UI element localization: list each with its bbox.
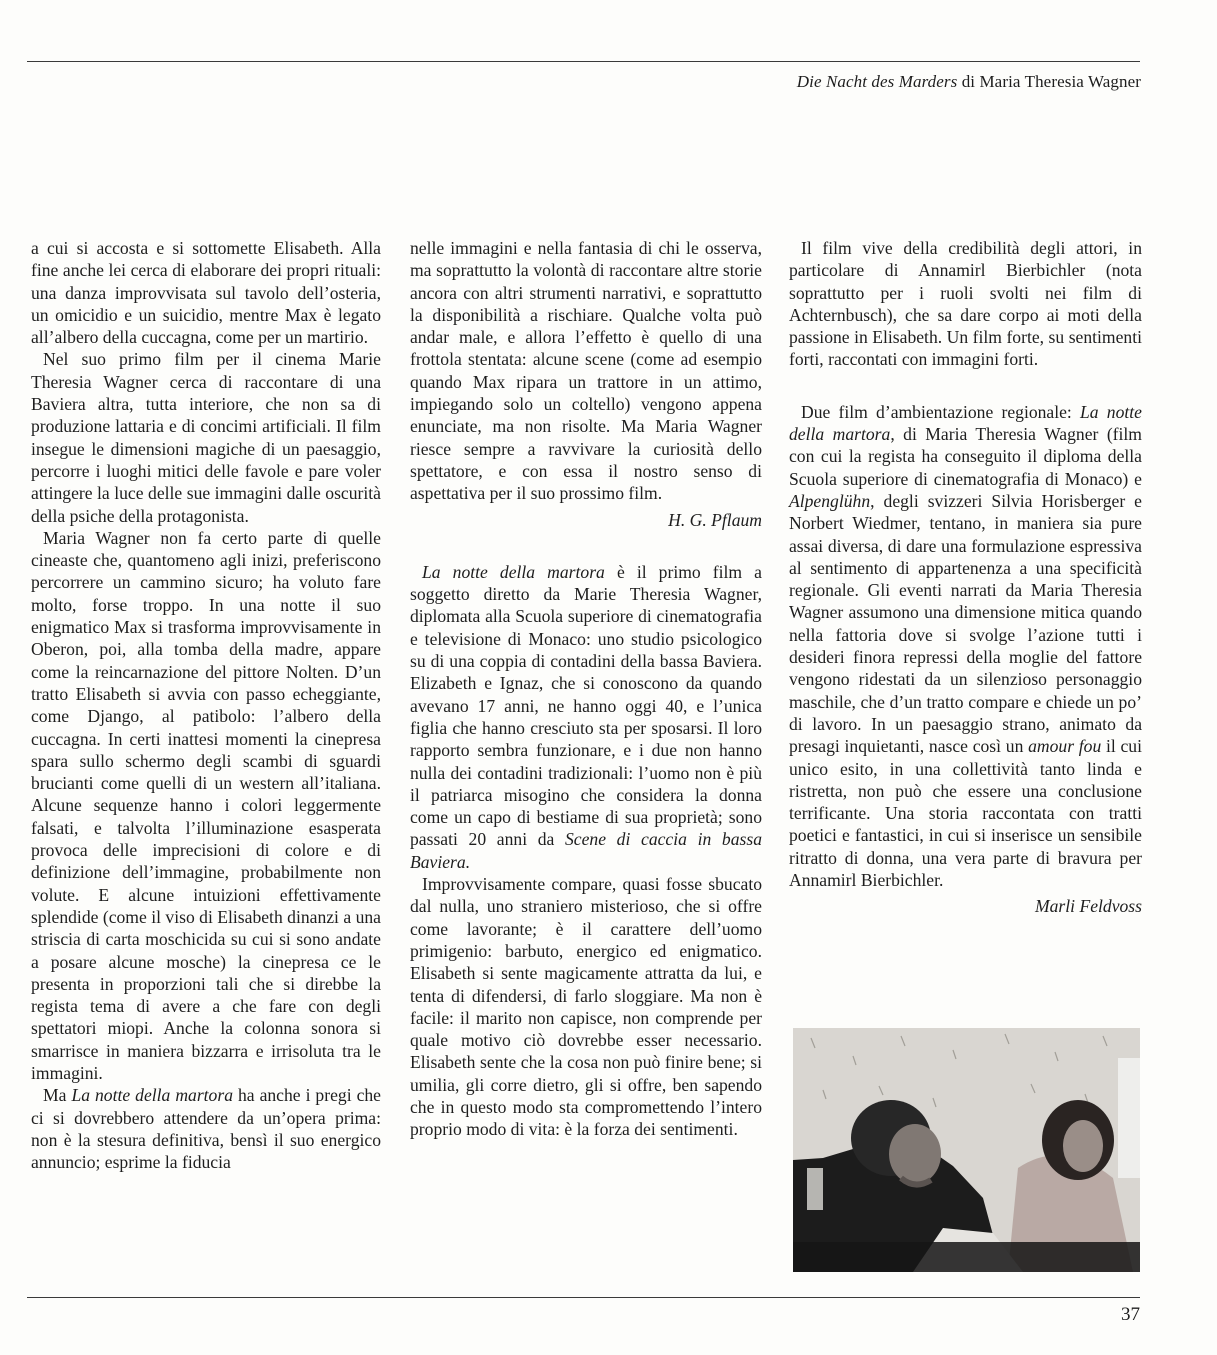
author-signature: H. G. Pflaum [668,509,762,530]
film-title-ref: La notte della martora [71,1085,233,1106]
paragraph: Due film d’ambientazione regionale: La notte della martora, di Maria Theresia Wagner (film con cui la regista ha conseguito il diploma della Scuola superiore di cinematografia di Monaco) e Alpenglühn, degli svizzeri Silvia Horisberger e Norbert Wiedmer, tentano, in maniera sia pure assai diversa, di dare una formulazione espressiva al sentimento di appartenenza a una specificità regionale. Gli eventi narrati da Maria Theresia Wagner assumono una dimensione mitica quando nella fattoria dove si svolge l’azione tutti i desideri finora repressi della moglie del fattore vengono ridestati da un silenzioso personaggio maschile, che d’un tratto compare e chiede un po’ di lavoro. In un paesaggio strano, animato da presagi inquietanti, nasce così un amour fou il cui unico esito, in una collettività tanto linda e ristretta, non può che essere una conclusione terrificante. Una storia raccontata con tratti poetici e fantastici, in cui si inserisce un sensibile ritratto di donna, una vera parte di bravura per Annamirl Bierbichler. [789,401,1142,891]
film-title-ref: La notte della martora [789,401,1142,445]
header-rule [27,61,1140,62]
film-title: Die Nacht des Marders [796,72,958,91]
paragraph: La notte della martora è il primo film a soggetto diretto da Marie Theresia Wagner, diplomata alla Scuola superiore di cinematografia e televisione di Monaco: uno studio psicologico su di una coppia di contadini della bassa Baviera. Elizabeth e Ignaz, che si conoscono da quando avevano 17 anni, ne hanno oggi 40, e l’unica figlia che hanno cresciuto sta per sposarsi. Il loro rapporto sembra funzionare, e i due non hanno nulla dei contadini tradizionali: l’uomo non è più il patriarca misogino che considera la donna come un capo di bestiame di sua proprietà; sono passati 20 anni da Scene di caccia in bassa Baviera. [410,561,763,872]
column-1 [31,237,381,1173]
film-still-image [793,1028,1140,1272]
author-signature: Marli Feldvoss [1034,896,1142,917]
paragraph: Il film vive della credibilità degli attori, in particolare di Annamirl Bierbichler (nota soprattutto per i ruoli svolti nei film di Achternbusch), che sa dare corpo ai moti della passione in Elisabeth. Un film forte, su sentimenti forti, raccontati con immagini forti. [789,238,1142,370]
paragraph: nelle immagini e nella fantasia di chi le osserva, ma soprattutto la volontà di raccontare altre storie ancora con altri strumenti narrativi, e soprattutto la disponibilità a rischiare. Qualche volta può andar male, e allora l’effetto è quello di una frottola stentata: alcune scene (come ad esempio quando Max ripara un trattore in un attimo, impiegando solo un coltello) vengono appena enunciate, ma non risolte. Ma Maria Wagner riesce sempre a ravvivare la curiosità dello spettatore, e con essa il nostro senso di aspettativa per il suo prossimo film. [410,238,762,504]
paragraph: Ma La notte della martora ha anche i pregi che ci si dovrebbero attendere da un’opera prima: non è la stesura definitiva, bensì il suo energico annuncio; esprime la fiducia [31,1085,381,1173]
running-head [797,72,1141,92]
film-still-photo [793,1028,1140,1272]
page-number: 37 [1121,1304,1140,1325]
film-title-ref: Scene di caccia in bassa Baviera. [410,829,763,872]
footer-rule [27,1297,1140,1298]
byline: di Maria Theresia Wagner [957,72,1141,91]
column-3 [789,237,1142,918]
paragraph: Maria Wagner non fa certo parte di quelle cineaste che, quantomeno agli inizi, preferiscono percorrere un cammino sicuro; ha voluto fare molto, forse troppo. In una notte il suo enigmatico Max si trasforma improvvisamente in Oberon, poi, alla tomba della madre, appare come la reincarnazione del pittore Nolten. D’un tratto Elisabeth si avvia con passo echeggiante, come Django, al patibolo: l’albero della cuccagna. In certi inattesi momenti la cinepresa spara sullo schermo degli scambi di sguardi brucianti come quelli di un western all’italiana. Alcune sequenze hanno i colori leggermente falsati, e talvolta l’illuminazione esasperata provoca delle imprecisioni di colore e di definizione dell’immagine, probabilmente non volute. E alcune intuizioni effettivamente splendide (come il viso di Elisabeth dinanzi a una striscia di carta moschicida su cui si sono andate a posare alcune mosche) la cinepresa ce le presenta in proporzioni tali che si direbbe la regista tema di avere a che fare con degli spettatori miopi. Anche la colonna sonora si smarrisce in maniera bizzarra e irrisoluta tra le immagini. [31,527,381,1083]
film-title-ref: Alpenglühn [789,490,871,511]
paragraph: Improvvisamente compare, quasi fosse sbucato dal nulla, uno straniero misterioso, che si offre come lavorante; è il carattere dell’uomo primigenio: barbuto, energico ed enigmatico. Elisabeth si sente magicamente attratta da lui, e tenta di difendersi, di farlo sloggiare. Ma non è facile: il marito non capisce, non comprende per quale motivo ciò dovrebbe esser necessario. Elisabeth sente che la cosa non può finire bene; si umilia, gli corre dietro, gli si offre, ben sapendo che in questo modo sta compromettendo l’intero proprio modo di vita: è la forza dei sentimenti. [410,874,762,1140]
paragraph: a cui si accosta e si sottomette Elisabeth. Alla fine anche lei cerca di elaborare dei propri rituali: una danza improvvisata sul tavolo dell’osteria, un omicidio e un suicidio, mentre Max è legato all’albero della cuccagna, come per un martirio. [31,238,381,348]
italic-term: amour fou [1028,736,1102,757]
paragraph: Nel suo primo film per il cinema Marie Theresia Wagner cerca di raccontare di una Baviera altra, tutta interiore, che non sa di produzione lattaria e di concimi artificiali. Il film insegue le dimensioni magiche di un paesaggio, percorre i luoghi mitici delle favole e pare voler attingere la luce delle sue immagini dalle oscurità della psiche della protagonista. [31,349,381,526]
column-2 [410,237,762,1141]
film-title-ref: La notte della martora [422,561,605,582]
